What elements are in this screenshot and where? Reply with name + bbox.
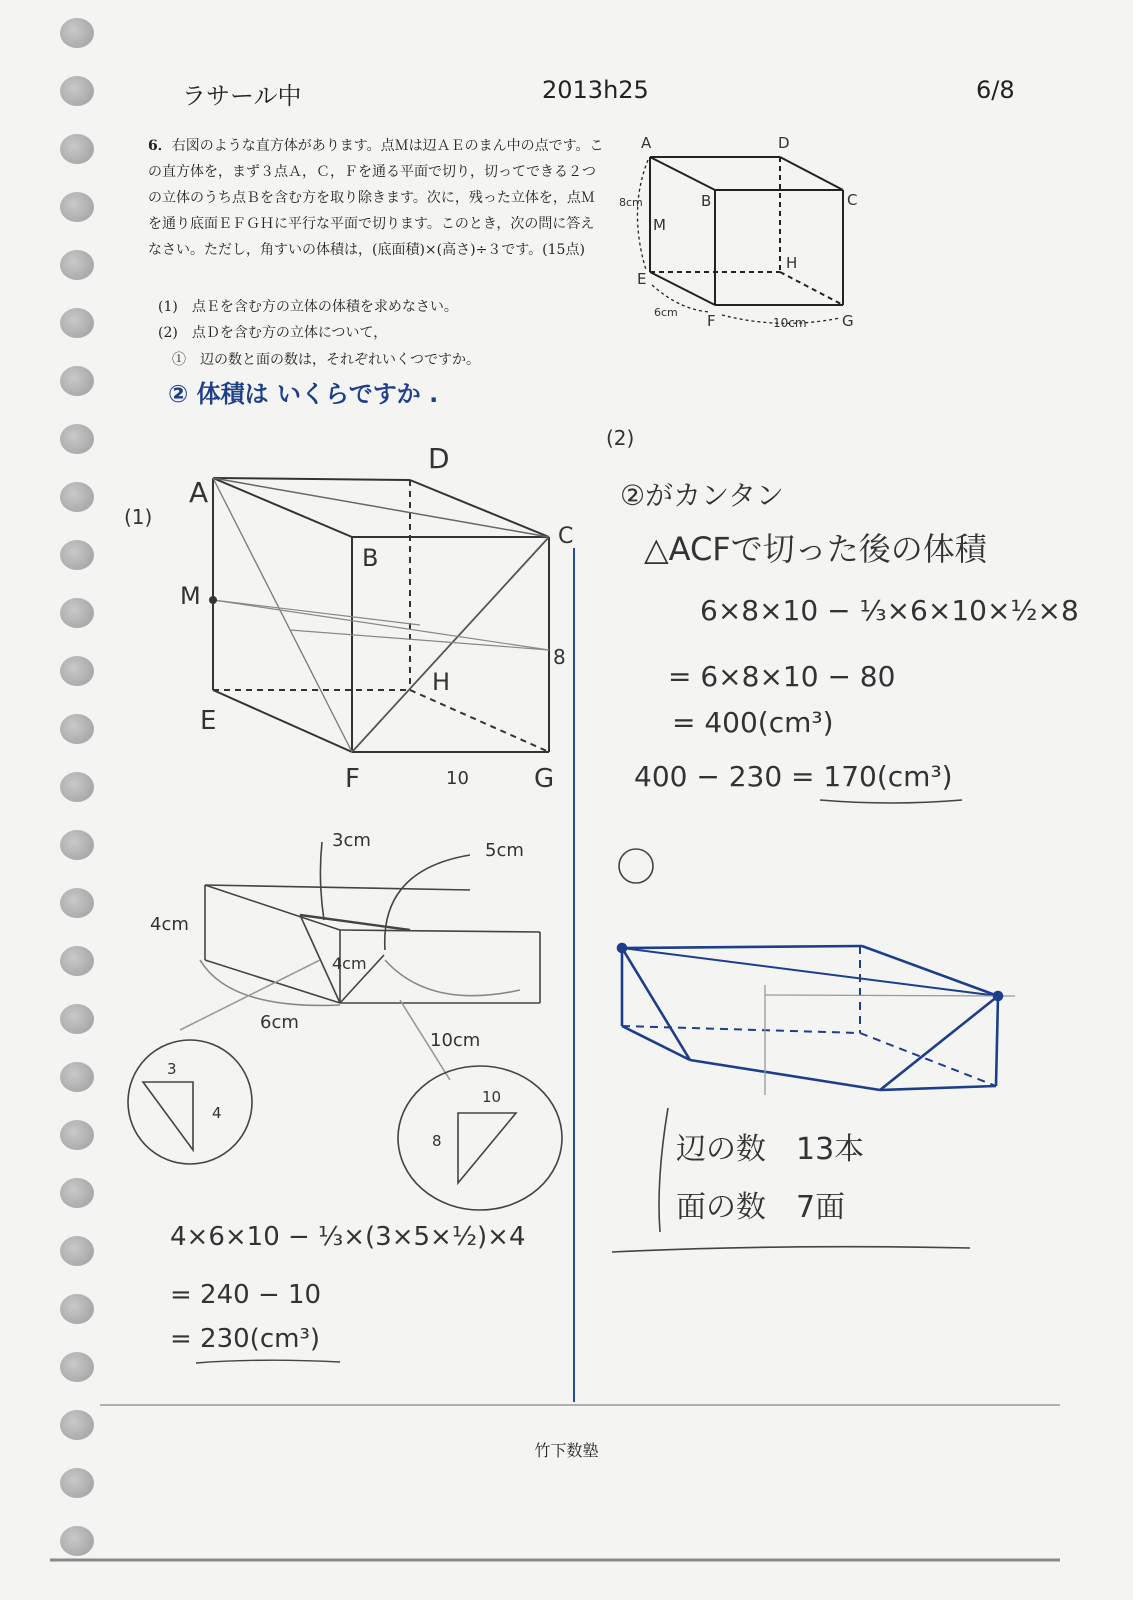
calc-right-line-4: 400 − 230 = 170(cm³) xyxy=(634,760,953,793)
fig-label-c: C xyxy=(847,191,858,209)
prism-edge-front-right xyxy=(880,996,998,1090)
cube-label-10: 10 xyxy=(446,768,469,789)
dim-5-leader xyxy=(385,855,470,950)
prism-edge-diag xyxy=(622,948,998,996)
edge-ef xyxy=(213,690,352,752)
answer-underline-left xyxy=(196,1360,340,1363)
box-top-left xyxy=(205,885,340,930)
fig-label-g: G xyxy=(842,312,854,330)
fig-label-f: F xyxy=(707,312,716,330)
sketch-cube-1 xyxy=(210,478,549,752)
note-easy: ②がカンタン xyxy=(620,479,784,512)
box-bottom-left xyxy=(205,960,340,1003)
cube-label-g: G xyxy=(534,764,555,794)
cube-label-8: 8 xyxy=(553,645,566,669)
cube-label-m: M xyxy=(180,582,201,610)
prism-hidden-2 xyxy=(860,1033,996,1086)
cut-ac xyxy=(213,478,549,537)
answer-underline-right xyxy=(820,800,962,803)
school-name: ラサール中 xyxy=(182,82,302,110)
edge-ad xyxy=(213,478,410,480)
cut-cf xyxy=(352,537,549,752)
bottom-rule-right xyxy=(612,1247,970,1252)
footer-credit: 竹下数塾 xyxy=(534,1441,599,1460)
calc-left-line-2: = 240 − 10 xyxy=(170,1280,322,1310)
cube-label-d: D xyxy=(428,442,450,475)
edge-dc xyxy=(410,480,549,537)
cube-label-b: B xyxy=(362,544,379,572)
year-code: 2013h25 xyxy=(542,76,649,104)
dim-5cm: 5cm xyxy=(485,840,524,861)
question-2-2-handwritten: ② 体積は いくらですか . xyxy=(168,380,439,408)
label-part-1: (1) xyxy=(124,505,153,529)
calc-right-line-3: = 400(cm³) xyxy=(672,706,834,739)
cube-label-c: C xyxy=(558,524,574,549)
cut-af xyxy=(213,478,352,752)
leader-3 xyxy=(180,960,320,1030)
section-m-2 xyxy=(213,600,420,625)
label-part-2: (2) xyxy=(606,426,635,450)
section-m-3 xyxy=(290,630,549,650)
prism-edge-top-back xyxy=(622,946,862,948)
section-m-1 xyxy=(213,600,549,650)
printed-box-figure xyxy=(637,157,843,323)
fig-label-a: A xyxy=(641,134,652,152)
bracket xyxy=(659,1108,668,1232)
sketch-prism-blue xyxy=(618,944,1015,1095)
edge-ef xyxy=(650,272,715,305)
edge-hg xyxy=(410,690,549,752)
circle-label-10: 10 xyxy=(482,1088,502,1106)
problem-number: 6． xyxy=(148,138,172,154)
page-number: 6/8 xyxy=(976,76,1015,104)
fig-label-m: M xyxy=(653,216,666,234)
prism-edge-right xyxy=(996,996,998,1086)
question-1: (1) 点Ｅを含む方の立体の体積を求めなさい。 xyxy=(158,299,458,315)
fig-dim-ef: 6cm xyxy=(654,306,678,319)
answer-edges: 辺の数 13本 xyxy=(676,1132,865,1167)
point-m xyxy=(210,597,216,603)
fig-label-h: H xyxy=(786,254,798,272)
prism-vertex xyxy=(618,944,626,952)
cube-label-a: A xyxy=(189,476,209,509)
answer-faces: 面の数 7面 xyxy=(676,1190,846,1225)
problem-text: 右図のような直方体があります。点Ｍは辺ＡＥのまん中の点です。この直方体を，まず３点Ａ，Ｃ，Ｆを通る平面で切り，切ってできる２つの立体のうち点Ｂを含む方を取り除きます。次に，残った立体を，点Ｍを通り底面ＥＦＧＨに平行な平面で切ります。このとき，次の問に答えなさい。ただし，角すいの体積は，(底面積)×(高さ)÷３です。(15点) xyxy=(148,138,604,258)
edge-ab xyxy=(650,157,715,190)
dim-3-leader xyxy=(320,842,324,920)
prism-edge-top-right xyxy=(862,946,998,996)
box-top-back xyxy=(205,885,470,890)
circle-right xyxy=(398,1066,562,1210)
fig-dim-fg: 10cm xyxy=(773,316,807,330)
question-2-1: ① 辺の数と面の数は，それぞれいくつですか。 xyxy=(172,352,480,368)
cube-label-f: F xyxy=(345,764,360,794)
triangle-left xyxy=(143,1082,193,1150)
fig-label-d: D xyxy=(778,134,790,152)
dim-4cm-left: 4cm xyxy=(150,914,189,935)
prism-vertex xyxy=(994,992,1002,1000)
calc-right-line-2: = 6×8×10 − 80 xyxy=(668,660,896,693)
edge-dc xyxy=(780,157,843,190)
question-2: (2) 点Ｄを含む方の立体について， xyxy=(158,325,388,341)
calc-left-line-3: = 230(cm³) xyxy=(170,1324,321,1354)
dim-10cm: 10cm xyxy=(430,1030,481,1051)
circle-label-8: 8 xyxy=(432,1132,442,1150)
box-top-front xyxy=(340,930,540,932)
circle-label-3: 3 xyxy=(167,1060,177,1078)
fig-label-b: B xyxy=(701,192,712,210)
arc-2 xyxy=(385,960,520,996)
fig-dim-ae: 8cm xyxy=(619,196,643,209)
dim-4cm-center: 4cm xyxy=(332,954,367,973)
dim-3cm: 3cm xyxy=(332,830,371,851)
calc-right-line-1: 6×8×10 − ⅓×6×10×½×8 xyxy=(700,594,1079,627)
dim-ae xyxy=(637,160,648,270)
cube-label-h: H xyxy=(432,668,451,696)
prism-guide-2 xyxy=(765,995,1015,996)
edge-ab xyxy=(213,478,352,537)
volume-title: △ACFで切った後の体積 xyxy=(644,530,987,568)
prism-bottom-2 xyxy=(690,1060,880,1090)
triangle-right xyxy=(458,1113,516,1183)
calc-left-line-1: 4×6×10 − ⅓×(3×5×½)×4 xyxy=(170,1222,526,1252)
dim-6cm: 6cm xyxy=(260,1012,299,1033)
circle-label-4: 4 xyxy=(212,1104,222,1122)
cube-label-e: E xyxy=(200,706,217,736)
prism-hidden-1 xyxy=(622,1026,860,1033)
fig-label-e: E xyxy=(637,270,647,288)
prism-bottom-3 xyxy=(880,1086,996,1090)
arc-1 xyxy=(200,960,340,1005)
edge-hg xyxy=(780,272,843,305)
